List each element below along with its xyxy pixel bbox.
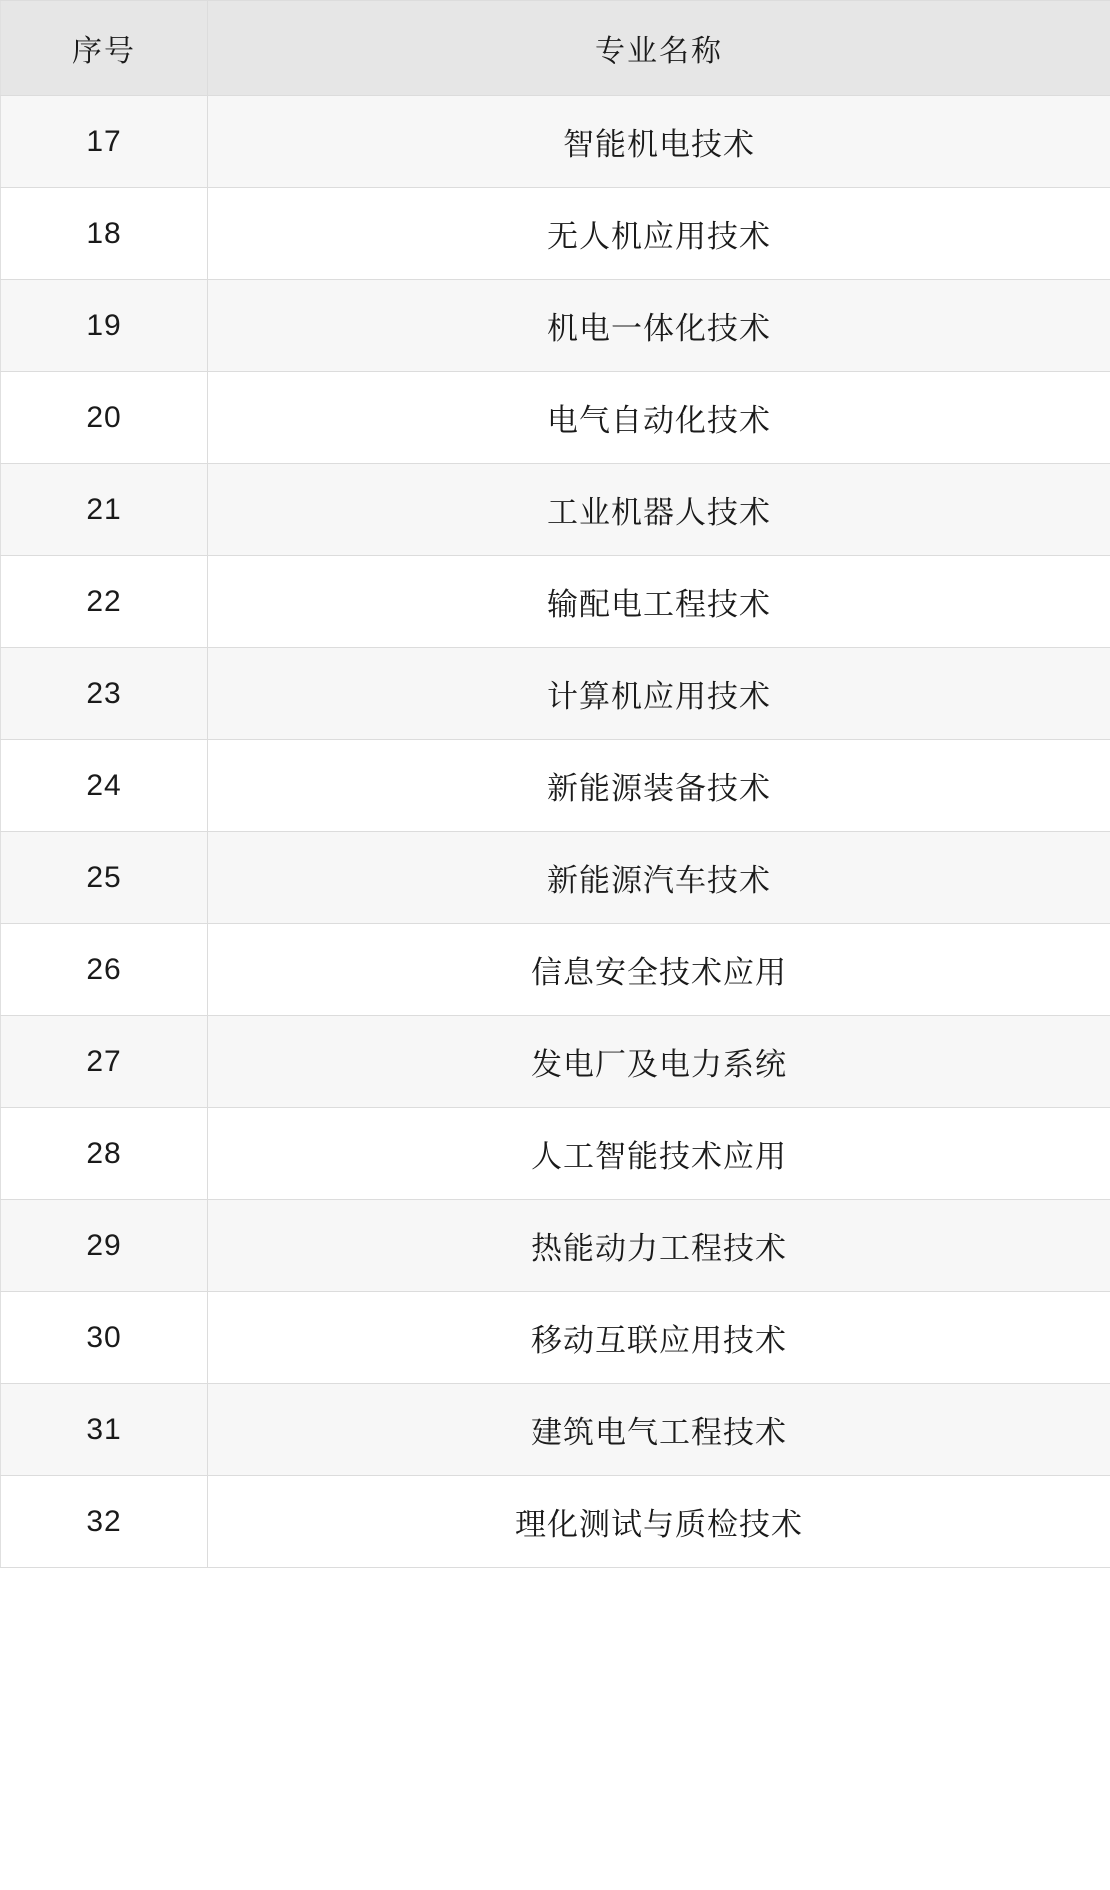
table-row: [1, 372, 1110, 464]
cell-index: 25: [1, 832, 208, 924]
table-row: [1, 1292, 1110, 1384]
cell-index: 21: [1, 464, 208, 556]
table-row: [1, 556, 1110, 648]
cell-major-name: 电气自动化技术: [208, 372, 1110, 464]
cell-index: 27: [1, 1016, 208, 1108]
cell-major-name: 无人机应用技术: [208, 188, 1110, 280]
cell-major-name: 移动互联应用技术: [208, 1292, 1110, 1384]
table-row: [1, 96, 1110, 188]
table-row: [1, 1384, 1110, 1476]
cell-major-name: 发电厂及电力系统: [208, 1016, 1110, 1108]
cell-major-name: 热能动力工程技术: [208, 1200, 1110, 1292]
table-row: [1, 1476, 1110, 1568]
cell-major-name: 信息安全技术应用: [208, 924, 1110, 1016]
cell-major-name: 智能机电技术: [208, 96, 1110, 188]
cell-major-name: 建筑电气工程技术: [208, 1384, 1110, 1476]
table-row: [1, 740, 1110, 832]
cell-index: 24: [1, 740, 208, 832]
table-row: [1, 1016, 1110, 1108]
cell-major-name: 理化测试与质检技术: [208, 1476, 1110, 1568]
cell-index: 17: [1, 96, 208, 188]
cell-major-name: 机电一体化技术: [208, 280, 1110, 372]
cell-major-name: 工业机器人技术: [208, 464, 1110, 556]
table-row: [1, 1108, 1110, 1200]
cell-index: 18: [1, 188, 208, 280]
table-row: [1, 188, 1110, 280]
table-header-row: [1, 1, 1110, 96]
cell-index: 32: [1, 1476, 208, 1568]
column-header-index: 序号: [1, 1, 208, 96]
column-header-major-name: 专业名称: [208, 1, 1110, 96]
cell-index: 19: [1, 280, 208, 372]
cell-index: 28: [1, 1108, 208, 1200]
cell-major-name: 计算机应用技术: [208, 648, 1110, 740]
table-row: [1, 1200, 1110, 1292]
cell-major-name: 新能源装备技术: [208, 740, 1110, 832]
cell-index: 22: [1, 556, 208, 648]
table-row: [1, 924, 1110, 1016]
cell-major-name: 输配电工程技术: [208, 556, 1110, 648]
table-body: [1, 96, 1110, 1568]
table-row: [1, 464, 1110, 556]
table-row: [1, 280, 1110, 372]
cell-major-name: 新能源汽车技术: [208, 832, 1110, 924]
cell-index: 26: [1, 924, 208, 1016]
table-row: [1, 648, 1110, 740]
table-row: [1, 832, 1110, 924]
cell-index: 23: [1, 648, 208, 740]
cell-index: 30: [1, 1292, 208, 1384]
cell-index: 31: [1, 1384, 208, 1476]
table-header: [1, 1, 1110, 96]
cell-index: 20: [1, 372, 208, 464]
cell-index: 29: [1, 1200, 208, 1292]
cell-major-name: 人工智能技术应用: [208, 1108, 1110, 1200]
